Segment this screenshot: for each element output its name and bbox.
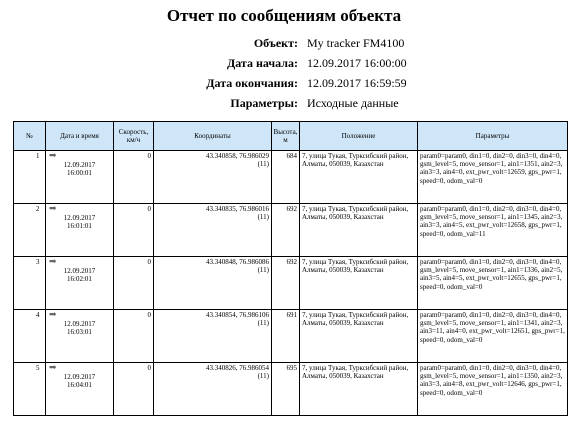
- cell-params: param0=param0, din1=0, din2=0, din3=0, din4=0, gsm_level=5, move_sensor=1, ain1=1345, ain2=3, ain3=3, ain4=5, ext_pwr_volt=12658, gps_pwr=1, speed=0, odom_val=11: [418, 204, 568, 257]
- message-time: 16:01:01: [67, 222, 92, 231]
- cell-position: 7, улица Тукая, Турксибский район, Алматы, 050039, Казахстан: [300, 151, 418, 204]
- meta-label: Объект:: [253, 36, 298, 50]
- row-number: 3: [36, 258, 40, 266]
- coords-value: 43.340835, 76.986016: [206, 205, 269, 213]
- cell-params: param0=param0, din1=0, din2=0, din3=0, din4=0, gsm_level=5, move_sensor=1, ain1=1336, ain2=5, ain3=5, ain4=5, ext_pwr_volt=12655, gps_pwr=1, speed=0, odom_val=0: [418, 257, 568, 310]
- message-date: 12.09.2017: [63, 214, 96, 222]
- cell-altitude: 684: [272, 151, 300, 204]
- arrow-right-icon[interactable]: ➡: [49, 309, 57, 319]
- report-title: Отчет по сообщениям объекта: [166, 6, 402, 25]
- meta-label: Дата окончания:: [206, 76, 298, 90]
- satellites-count: (11): [257, 213, 269, 222]
- arrow-right-icon[interactable]: ➡: [49, 256, 57, 266]
- coords-value: 43.340858, 76.986029: [206, 152, 269, 160]
- message-time: 16:02:01: [67, 275, 92, 284]
- cell-num: [14, 310, 46, 363]
- satellites-count: (11): [257, 319, 269, 328]
- arrow-right-icon[interactable]: ➡: [49, 203, 57, 213]
- table-row: [14, 363, 568, 416]
- row-number: 4: [36, 311, 40, 319]
- cell-speed: 0: [114, 151, 154, 204]
- meta-value: 12.09.2017 16:00:00: [307, 56, 407, 70]
- col-header-coords: Координаты: [154, 122, 272, 151]
- cell-datetime: [46, 151, 114, 204]
- message-time: 16:04:01: [67, 381, 92, 390]
- cell-position: 7, улица Тукая, Турксибский район, Алматы, 050039, Казахстан: [300, 257, 418, 310]
- meta-row-object: [0, 33, 568, 53]
- cell-datetime: [46, 257, 114, 310]
- cell-coords: [154, 310, 272, 363]
- col-header-position: Положение: [300, 122, 418, 151]
- cell-params: param0=param0, din1=0, din2=0, din3=0, din4=0, gsm_level=5, move_sensor=1, ain1=1351, ain2=3, ain3=3, ain4=0, ext_pwr_volt=12659, gps_pwr=1, speed=0, odom_val=0: [418, 151, 568, 204]
- message-time: 16:00:01: [67, 169, 92, 178]
- table-header-row: [14, 122, 568, 151]
- cell-datetime: [46, 204, 114, 257]
- meta-row-start-date: [0, 53, 568, 73]
- report-meta: [0, 33, 568, 113]
- row-number: 5: [36, 364, 40, 372]
- col-header-params: Параметры: [418, 122, 568, 151]
- satellites-count: (11): [257, 160, 269, 169]
- message-date: 12.09.2017: [63, 267, 96, 275]
- cell-coords: [154, 204, 272, 257]
- cell-speed: 0: [114, 363, 154, 416]
- cell-position: 7, улица Тукая, Турксибский район, Алматы, 050039, Казахстан: [300, 310, 418, 363]
- cell-params: param0=param0, din1=0, din2=0, din3=0, din4=0, gsm_level=5, move_sensor=1, ain1=1350, ain2=3, ain3=3, ain4=8, ext_pwr_volt=12646, gps_pwr=1, speed=0, odom_val=0: [418, 363, 568, 416]
- meta-row-parameters: [0, 93, 568, 113]
- col-header-speed: Скорость, км/ч: [114, 122, 154, 151]
- cell-datetime: [46, 310, 114, 363]
- arrow-right-icon[interactable]: ➡: [49, 150, 57, 160]
- table-row: [14, 257, 568, 310]
- cell-altitude: 692: [272, 204, 300, 257]
- cell-position: 7, улица Тукая, Турксибский район, Алматы, 050039, Казахстан: [300, 204, 418, 257]
- messages-table: [13, 121, 568, 416]
- row-number: 2: [36, 205, 40, 213]
- cell-num: [14, 204, 46, 257]
- meta-value: 12.09.2017 16:59:59: [307, 76, 407, 90]
- message-time: 16:03:01: [67, 328, 92, 337]
- cell-num: [14, 363, 46, 416]
- meta-value: My tracker FM4100: [307, 36, 405, 50]
- table-row: [14, 204, 568, 257]
- meta-label: Дата начала:: [226, 56, 298, 70]
- col-header-altitude: Высота, м: [272, 122, 300, 151]
- satellites-count: (11): [257, 266, 269, 275]
- cell-coords: [154, 363, 272, 416]
- arrow-right-icon[interactable]: ➡: [49, 362, 57, 372]
- meta-value: Исходные данные: [307, 96, 399, 110]
- col-header-num: №: [14, 122, 46, 151]
- cell-speed: 0: [114, 204, 154, 257]
- satellites-count: (11): [257, 372, 269, 381]
- cell-num: [14, 257, 46, 310]
- col-header-datetime: Дата и время: [46, 122, 114, 151]
- cell-datetime: [46, 363, 114, 416]
- meta-row-end-date: [0, 73, 568, 93]
- cell-position: 7, улица Тукая, Турксибский район, Алматы, 050039, Казахстан: [300, 363, 418, 416]
- coords-value: 43.340854, 76.986106: [206, 311, 269, 319]
- meta-label: Параметры:: [230, 96, 298, 110]
- cell-speed: 0: [114, 310, 154, 363]
- cell-coords: [154, 257, 272, 310]
- table-row: [14, 151, 568, 204]
- message-date: 12.09.2017: [63, 373, 96, 381]
- cell-params: param0=param0, din1=0, din2=0, din3=0, din4=0, gsm_level=5, move_sensor=1, ain1=1341, ain2=3, ain3=11, ain4=0, ext_pwr_volt=12651, gps_pwr=1, speed=0, odom_val=0: [418, 310, 568, 363]
- coords-value: 43.340826, 76.986054: [206, 364, 269, 372]
- cell-num: [14, 151, 46, 204]
- table-row: [14, 310, 568, 363]
- message-date: 12.09.2017: [63, 320, 96, 328]
- cell-speed: 0: [114, 257, 154, 310]
- cell-coords: [154, 151, 272, 204]
- row-number: 1: [36, 152, 40, 160]
- cell-altitude: 692: [272, 257, 300, 310]
- cell-altitude: 691: [272, 310, 300, 363]
- cell-altitude: 695: [272, 363, 300, 416]
- coords-value: 43.340848, 76.986086: [206, 258, 269, 266]
- message-date: 12.09.2017: [63, 161, 96, 169]
